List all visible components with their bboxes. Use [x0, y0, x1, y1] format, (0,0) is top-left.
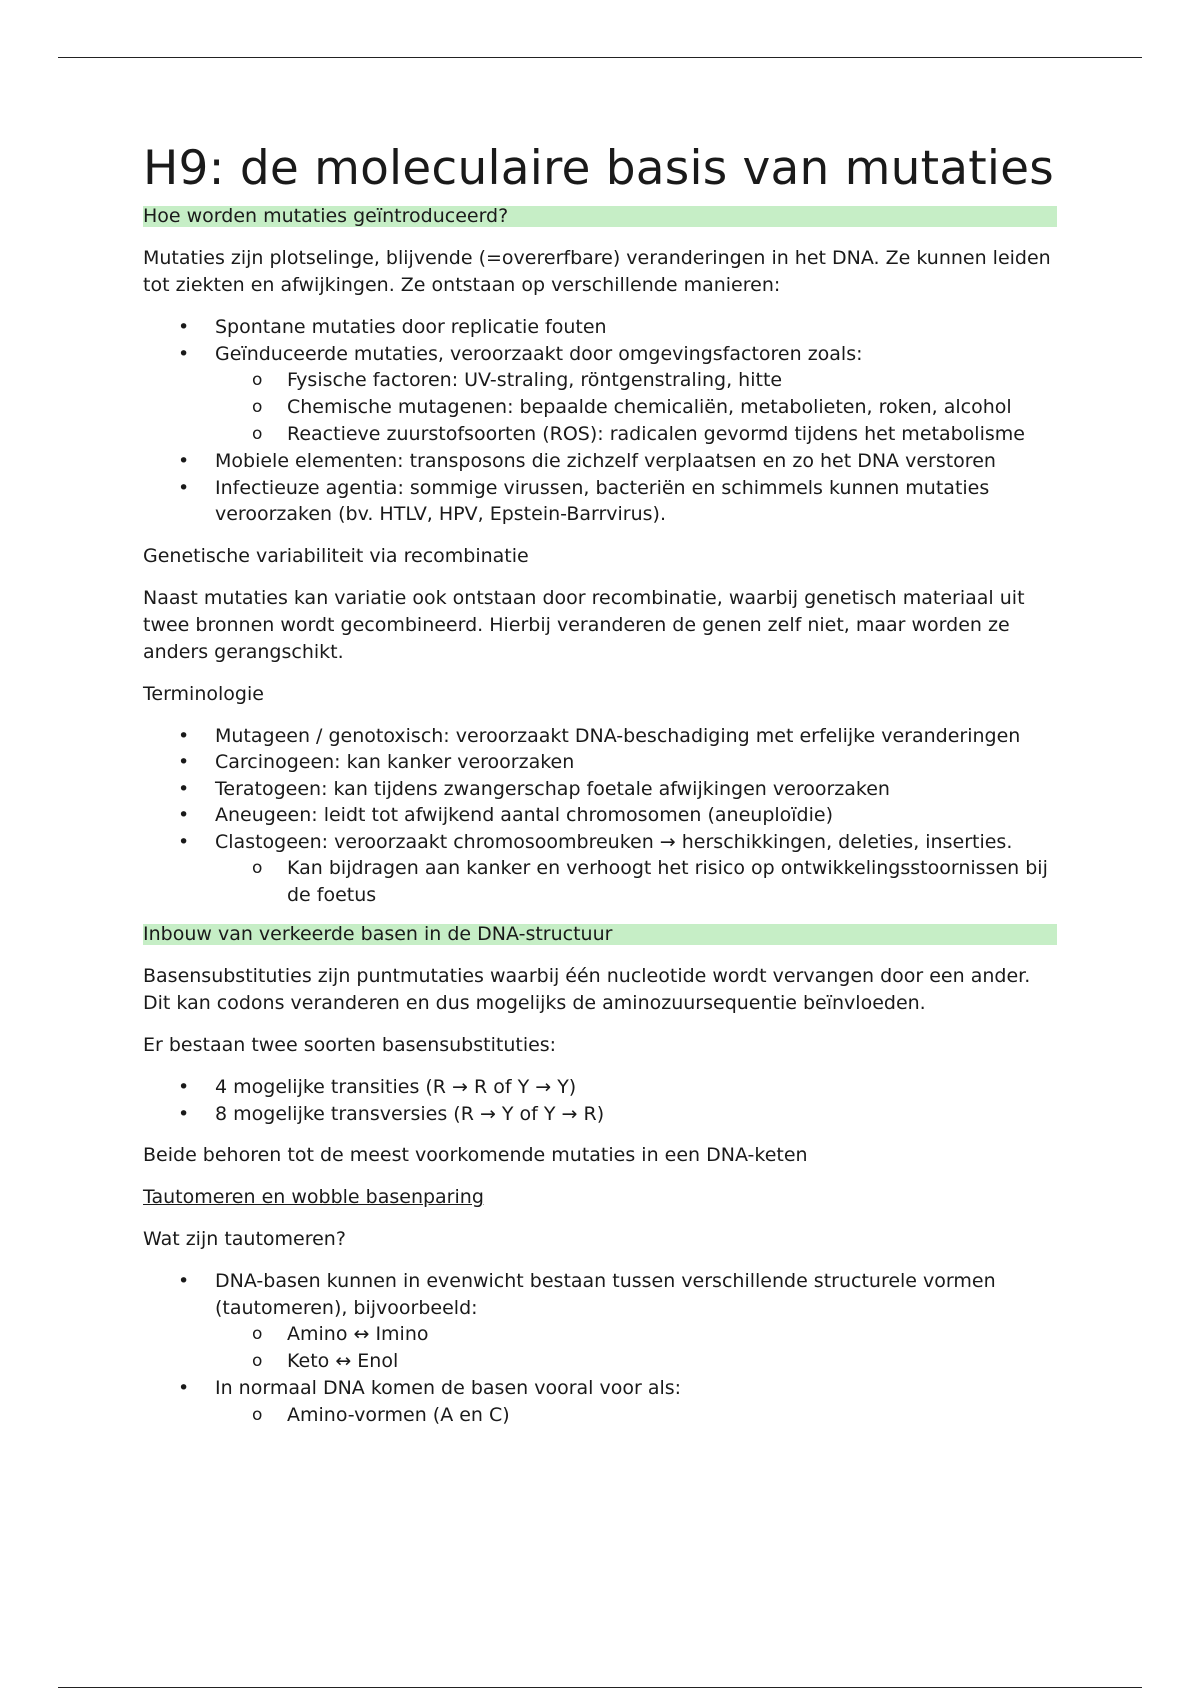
substitution-paragraph: Basensubstituties zijn puntmutaties waarbij één nucleotide wordt vervangen door een ander. Dit kan codons veranderen en dus mogelijks de aminozuursequentie beïnvloeden. — [143, 965, 1031, 1014]
sub-list-item: o Amino-vormen (A en C) — [215, 1402, 1057, 1429]
list-item: • 4 mogelijke transities (R → R of Y → Y) — [143, 1074, 1057, 1101]
list-item: • Mobiele elementen: transposons die zichzelf verplaatsen en zo het DNA verstoren — [143, 448, 1057, 475]
recombination-paragraph: Naast mutaties kan variatie ook ontstaan door recombinatie, waarbij genetisch materiaal uit twee bronnen wordt gecombineerd. Hierbij veranderen de genen zelf niet, maar worden ze anders gerangschikt. — [143, 586, 1025, 663]
sub-list-item: o Fysische factoren: UV-straling, röntgenstraling, hitte — [215, 367, 1057, 394]
intro-paragraph: Mutaties zijn plotselinge, blijvende (=overerfbare) veranderingen in het DNA. Ze kunnen leiden tot ziekten en afwijkingen. Ze ontstaan op verschillende manieren: — [143, 247, 1051, 296]
document-body — [143, 138, 1057, 1444]
terminology-list — [143, 723, 1057, 910]
list-item: • DNA-basen kunnen in evenwicht bestaan tussen verschillende structurele vormen (tautomeren), bijvoorbeeld: o Amino ↔ Imino o Keto ↔ Enol — [143, 1268, 1057, 1375]
section-heading-terminology: Terminologie — [143, 682, 264, 705]
section-heading-tautomers: Tautomeren en wobble basenparing — [143, 1186, 484, 1208]
list-item: • Clastogeen: veroorzaakt chromosoombreuken → herschikkingen, deleties, inserties. o Kan bijdragen aan kanker en verhoogt het risico op ontwikkelingsstoornissen bij de foetus — [143, 829, 1057, 910]
section-heading-mutations: Hoe worden mutaties geïntroduceerd? — [143, 206, 1057, 227]
tautomer-list — [143, 1268, 1057, 1429]
sub-list-item: o Amino ↔ Imino — [215, 1321, 1057, 1348]
tautomer-question: Wat zijn tautomeren? — [143, 1228, 346, 1250]
sub-list — [215, 1321, 1057, 1375]
section-heading-base-incorporation: Inbouw van verkeerde basen in de DNA-structuur — [143, 924, 1057, 945]
list-item: • Infectieuze agentia: sommige virussen, bacteriën en schimmels kunnen mutaties veroorzaken (bv. HTLV, HPV, Epstein-Barrvirus). — [143, 475, 1057, 528]
list-item: • Spontane mutaties door replicatie fouten — [143, 314, 1057, 341]
sub-list — [215, 855, 1057, 909]
sub-list-item: o Keto ↔ Enol — [215, 1348, 1057, 1375]
mutation-causes-list — [143, 314, 1057, 528]
list-item: • Teratogeen: kan tijdens zwangerschap foetale afwijkingen veroorzaken — [143, 776, 1057, 803]
list-item: • 8 mogelijke transversies (R → Y of Y → R) — [143, 1101, 1057, 1128]
list-item: • Mutageen / genotoxisch: veroorzaakt DNA-beschadiging met erfelijke veranderingen — [143, 723, 1057, 750]
page-title: H9: de moleculaire basis van mutaties — [143, 141, 1054, 196]
list-item: • Carcinogeen: kan kanker veroorzaken — [143, 749, 1057, 776]
header-rule — [58, 57, 1142, 58]
frequency-paragraph: Beide behoren tot de meest voorkomende mutaties in een DNA-keten — [143, 1144, 808, 1166]
sub-list-item: o Chemische mutagenen: bepaalde chemicaliën, metabolieten, roken, alcohol — [215, 394, 1057, 421]
sub-list — [215, 367, 1057, 448]
list-item: • In normaal DNA komen de basen vooral voor als: o Amino-vormen (A en C) — [143, 1375, 1057, 1429]
sub-list-item: o Kan bijdragen aan kanker en verhoogt het risico op ontwikkelingsstoornissen bij de foetus — [215, 855, 1057, 909]
sub-list — [215, 1402, 1057, 1429]
substitution-types-paragraph: Er bestaan twee soorten basensubstituties: — [143, 1034, 557, 1056]
list-item: • Aneugeen: leidt tot afwijkend aantal chromosomen (aneuploïdie) — [143, 802, 1057, 829]
substitution-list — [143, 1074, 1057, 1127]
list-item: • Geïnduceerde mutaties, veroorzaakt door omgevingsfactoren zoals: o Fysische factoren: UV-straling, röntgenstraling, hitte o Chemische mutagenen: bepaalde chemicaliën, metabolieten, roken, alcohol o Reactieve zuurstofsoorten (ROS): radicalen gevormd tijdens het metabolisme — [143, 341, 1057, 449]
sub-list-item: o Reactieve zuurstofsoorten (ROS): radicalen gevormd tijdens het metabolisme — [215, 421, 1057, 448]
section-heading-recombination: Genetische variabiliteit via recombinatie — [143, 544, 529, 567]
footer-rule — [58, 1687, 1142, 1688]
